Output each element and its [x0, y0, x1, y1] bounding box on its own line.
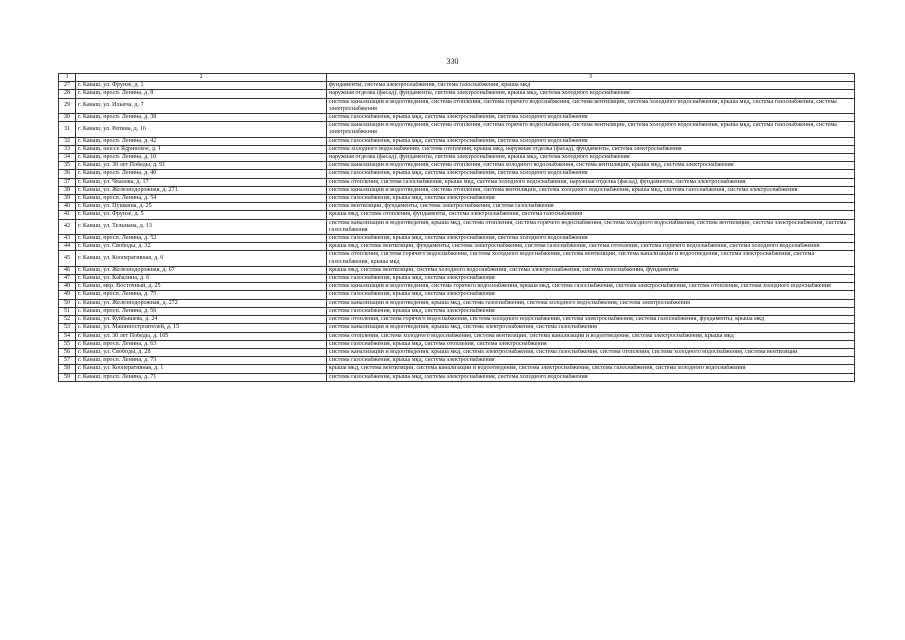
table-row	[59, 203, 855, 211]
table-row	[59, 98, 855, 113]
systems-cell: система газоснабжения, крыша мкд, система электроснабжения, система холодного водоснабжения	[327, 170, 855, 178]
systems-cell: система холодного водоснабжения, система отопления, крыша мкд, наружная отделка (фасад), фундаменты, система электроснабжения	[327, 145, 855, 153]
address-cell: г. Канаш, ул. Кабалина, д. 6	[76, 275, 327, 283]
row-number-cell: 34	[59, 154, 76, 162]
address-cell: г. Канаш, ул. Кооперативная, д. 1	[76, 365, 327, 373]
table-body	[59, 74, 855, 382]
systems-cell: фундаменты, система электроснабжения, система газоснабжения, крыша мкд	[327, 82, 855, 90]
systems-cell: система газоснабжения, крыша мкд, система электроснабжения, система холодного водоснабжения	[327, 114, 855, 122]
row-number-cell: 47	[59, 275, 76, 283]
systems-cell: система канализации и водоотведения, крыша мкд, система отопления, система горячего водоснабжения, система холодного водоснабжения, система вентиляции, система электроснабжения, система газоснабжения	[327, 219, 855, 234]
row-number-cell: 48	[59, 283, 76, 291]
row-number-cell: 33	[59, 145, 76, 153]
address-cell: г. Канаш, ул. Железнодорожная, д. 272	[76, 299, 327, 307]
row-number-cell: 35	[59, 162, 76, 170]
table-row	[59, 340, 855, 348]
table-header-row	[59, 74, 855, 82]
address-cell: г. Канаш, шоссе Ядринское, д. 1	[76, 145, 327, 153]
systems-cell: система канализации и водоотведения, крыша мкд, система электроснабжения, система газоснабжения, система отопления, система холодного водоснабжения, система вентиляции	[327, 348, 855, 356]
systems-cell: система газоснабжения, крыша мкд, система электроснабжения, система холодного водоснабжения	[327, 137, 855, 145]
row-number-cell: 27	[59, 82, 76, 90]
address-cell: г. Канаш, ул. 30 лет Победы, д. 91	[76, 162, 327, 170]
row-number-cell: 51	[59, 307, 76, 315]
table-row	[59, 145, 855, 153]
systems-cell: система газоснабжения, крыша мкд, система электроснабжения, система холодного водоснабжения	[327, 373, 855, 381]
row-number-cell: 46	[59, 266, 76, 274]
row-number-cell: 59	[59, 373, 76, 381]
systems-cell: система газоснабжения, крыша мкд, система электроснабжения	[327, 275, 855, 283]
table-row	[59, 211, 855, 219]
systems-cell: наружная отделка (фасад), фундаменты, система электроснабжения, крыша мкд, система холодного водоснабжения	[327, 154, 855, 162]
systems-cell: система газоснабжения, крыша мкд, система электроснабжения	[327, 195, 855, 203]
address-cell: г. Канаш, просп. Ленина, д. 71	[76, 373, 327, 381]
table-row	[59, 357, 855, 365]
table-row	[59, 291, 855, 299]
row-number-cell: 30	[59, 114, 76, 122]
systems-cell: система газоснабжения, крыша мкд, система электроснабжения	[327, 307, 855, 315]
row-number-cell: 58	[59, 365, 76, 373]
table-row	[59, 186, 855, 194]
table-row	[59, 324, 855, 332]
row-number-cell: 37	[59, 178, 76, 186]
address-cell: г. Канаш, мкр. Восточный, д. 25	[76, 283, 327, 291]
row-number-cell: 50	[59, 299, 76, 307]
address-cell: г. Канаш, ул. Репина, д. 16	[76, 122, 327, 137]
address-cell: г. Канаш, просп. Ленина, д. 8	[76, 90, 327, 98]
address-cell: г. Канаш, ул. Железнодорожная, д. 67	[76, 266, 327, 274]
table-row	[59, 332, 855, 340]
systems-cell: система газоснабжения, крыша мкд, система отопления, система электроснабжения	[327, 340, 855, 348]
systems-cell: система отопления, система горячего водоснабжения, система холодного водоснабжения, система вентиляции, система канализации и водоотведения, система электроснабжения, система газоснабжения, крыша мкд	[327, 251, 855, 266]
address-cell: г. Канаш, просп. Ленина, д. 54	[76, 195, 327, 203]
table-row	[59, 275, 855, 283]
systems-cell: крыша мкд, система вентиляции, фундаменты, система электроснабжения, система газоснабжения, система отопления, система горячего водоснабжения, система холодного водоснабжения	[327, 243, 855, 251]
table-row	[59, 235, 855, 243]
address-cell: г. Канаш, просп. Ленина, д. 63	[76, 340, 327, 348]
systems-cell: система канализации и водоотведения, система отопления, система горячего водоснабжения, система вентиляции, система холодного водоснабжения, крыша мкд, система газоснабжения, система электроснабжения	[327, 122, 855, 137]
systems-cell: система отопления, система холодного водоснабжения, система вентиляции, система канализации и водоотведения, система электроснабжения, крыша мкд	[327, 332, 855, 340]
systems-cell: система канализации и водоотведения, система отопления, система горячего водоснабжения, система вентиляции, система холодного водоснабжения, крыша мкд, система газоснабжения, система электроснабжения	[327, 98, 855, 113]
table-row	[59, 348, 855, 356]
table-row	[59, 82, 855, 90]
row-number-cell: 43	[59, 235, 76, 243]
address-cell: г. Канаш, ул. Свободы, д. 32	[76, 243, 327, 251]
systems-cell: крыша мкд, система вентиляции, система холодного водоснабжения, система электроснабжения, система газоснабжения, фундаменты	[327, 266, 855, 274]
row-number-cell: 44	[59, 243, 76, 251]
address-cell: г. Канаш, просп. Ленина, д. 42	[76, 137, 327, 145]
address-cell: г. Канаш, ул. Железнодорожная, д. 271	[76, 186, 327, 194]
address-cell: г. Канаш, просп. Ленина, д. 73	[76, 357, 327, 365]
row-number-cell: 42	[59, 219, 76, 234]
address-cell: г. Канаш, просп. Ленина, д. 40	[76, 170, 327, 178]
systems-cell: система отопления, система газоснабжения, крыша мкд, система холодного водоснабжения, наружная отделка (фасад), фундаменты, система электроснабжения	[327, 178, 855, 186]
table-row	[59, 137, 855, 145]
systems-cell: система газоснабжения, крыша мкд, система электроснабжения	[327, 291, 855, 299]
systems-cell: система газоснабжения, крыша мкд, система электроснабжения, система холодного водоснабжения	[327, 235, 855, 243]
table-row	[59, 316, 855, 324]
systems-cell: система вентиляции, фундаменты, система электроснабжения, система газоснабжения	[327, 203, 855, 211]
table-row	[59, 195, 855, 203]
row-number-cell: 28	[59, 90, 76, 98]
table-row	[59, 251, 855, 266]
systems-cell: крыша мкд, система отопления, фундаменты, система электроснабжения, система газоснабжения	[327, 211, 855, 219]
address-cell: г. Канаш, ул. Машиностроителей, д. 15	[76, 324, 327, 332]
column-header-number: 1	[59, 74, 76, 82]
address-cell: г. Канаш, просп. Ленина, д. 38	[76, 114, 327, 122]
row-number-cell: 40	[59, 203, 76, 211]
row-number-cell: 39	[59, 195, 76, 203]
address-cell: г. Канаш, ул. Ильича, д. 7	[76, 98, 327, 113]
address-cell: г. Канаш, ул. Свободы, д. 28	[76, 348, 327, 356]
row-number-cell: 45	[59, 251, 76, 266]
table-row	[59, 90, 855, 98]
table-row	[59, 122, 855, 137]
row-number-cell: 54	[59, 332, 76, 340]
address-cell: г. Канаш, ул. 30 лет Победы, д. 105	[76, 332, 327, 340]
systems-cell: система газоснабжения, крыша мкд, система электроснабжения	[327, 357, 855, 365]
row-number-cell: 52	[59, 316, 76, 324]
address-cell: г. Канаш, ул. Тельмана, д. 13	[76, 219, 327, 234]
systems-cell: система отопления, система горячего водоснабжения, система холодного водоснабжения, система электроснабжения, система газоснабжения, фундаменты, крыша мкд	[327, 316, 855, 324]
address-cell: г. Канаш, ул. Чкалова, д. 17	[76, 178, 327, 186]
page-number: 330	[446, 57, 459, 66]
table-row	[59, 307, 855, 315]
table-row	[59, 178, 855, 186]
row-number-cell: 56	[59, 348, 76, 356]
row-number-cell: 49	[59, 291, 76, 299]
table-row	[59, 114, 855, 122]
address-cell: г. Канаш, просп. Ленина, д. 52	[76, 235, 327, 243]
table-row	[59, 219, 855, 234]
address-cell: г. Канаш, просп. Ленина, д. 56	[76, 307, 327, 315]
systems-cell: система канализации и водоотведения, система отопления, система холодного водоснабжения, система вентиляции, крыша мкд, система электроснабжения	[327, 162, 855, 170]
systems-cell: система канализации и водоотведения, система отопления, система вентиляции, система холодного водоснабжения, крыша мкд, система газоснабжения, система электроснабжения	[327, 186, 855, 194]
systems-cell: система канализации и водоотведения, крыша мкд, система газоснабжения, система холодного водоснабжения, система электроснабжения	[327, 299, 855, 307]
row-number-cell: 53	[59, 324, 76, 332]
address-cell: г. Канаш, ул. Кооперативная, д. 6	[76, 251, 327, 266]
address-cell: г. Канаш, просп. Ленина, д. 10	[76, 154, 327, 162]
row-number-cell: 32	[59, 137, 76, 145]
address-cell: г. Канаш, ул. Фрунзе, д. 5	[76, 211, 327, 219]
systems-cell: наружная отделка (фасад), фундаменты, система электроснабжения, крыша мкд, система холодного водоснабжения	[327, 90, 855, 98]
address-cell: г. Канаш, ул. Фрунзе, д. 1	[76, 82, 327, 90]
systems-cell: крыша мкд, система вентиляции, система канализации и водоотведения, система электроснабжения, система газоснабжения, система холодного водоснабжения	[327, 365, 855, 373]
table-row	[59, 243, 855, 251]
housing-registry-table	[58, 73, 855, 382]
row-number-cell: 55	[59, 340, 76, 348]
address-cell: г. Канаш, ул. Куйбышева, д. 24	[76, 316, 327, 324]
address-cell: г. Канаш, просп. Ленина, д. 75	[76, 291, 327, 299]
column-header-address: 2	[76, 74, 327, 82]
row-number-cell: 41	[59, 211, 76, 219]
table-row	[59, 373, 855, 381]
row-number-cell: 31	[59, 122, 76, 137]
address-cell: г. Канаш, ул. Пушкина, д. 25	[76, 203, 327, 211]
table-row	[59, 170, 855, 178]
table-row	[59, 283, 855, 291]
column-header-systems: 3	[327, 74, 855, 82]
table-row	[59, 162, 855, 170]
row-number-cell: 29	[59, 98, 76, 113]
table-row	[59, 365, 855, 373]
table-row	[59, 299, 855, 307]
table-row	[59, 266, 855, 274]
row-number-cell: 57	[59, 357, 76, 365]
systems-cell: система канализации и водоотведения, система горячего водоснабжения, крыша мкд, система газоснабжения, система электроснабжения, система отопления, система холодного водоснабжения	[327, 283, 855, 291]
table-row	[59, 154, 855, 162]
row-number-cell: 38	[59, 186, 76, 194]
row-number-cell: 36	[59, 170, 76, 178]
systems-cell: система канализации и водоотведения, крыша мкд, система электроснабжения, система газоснабжения	[327, 324, 855, 332]
